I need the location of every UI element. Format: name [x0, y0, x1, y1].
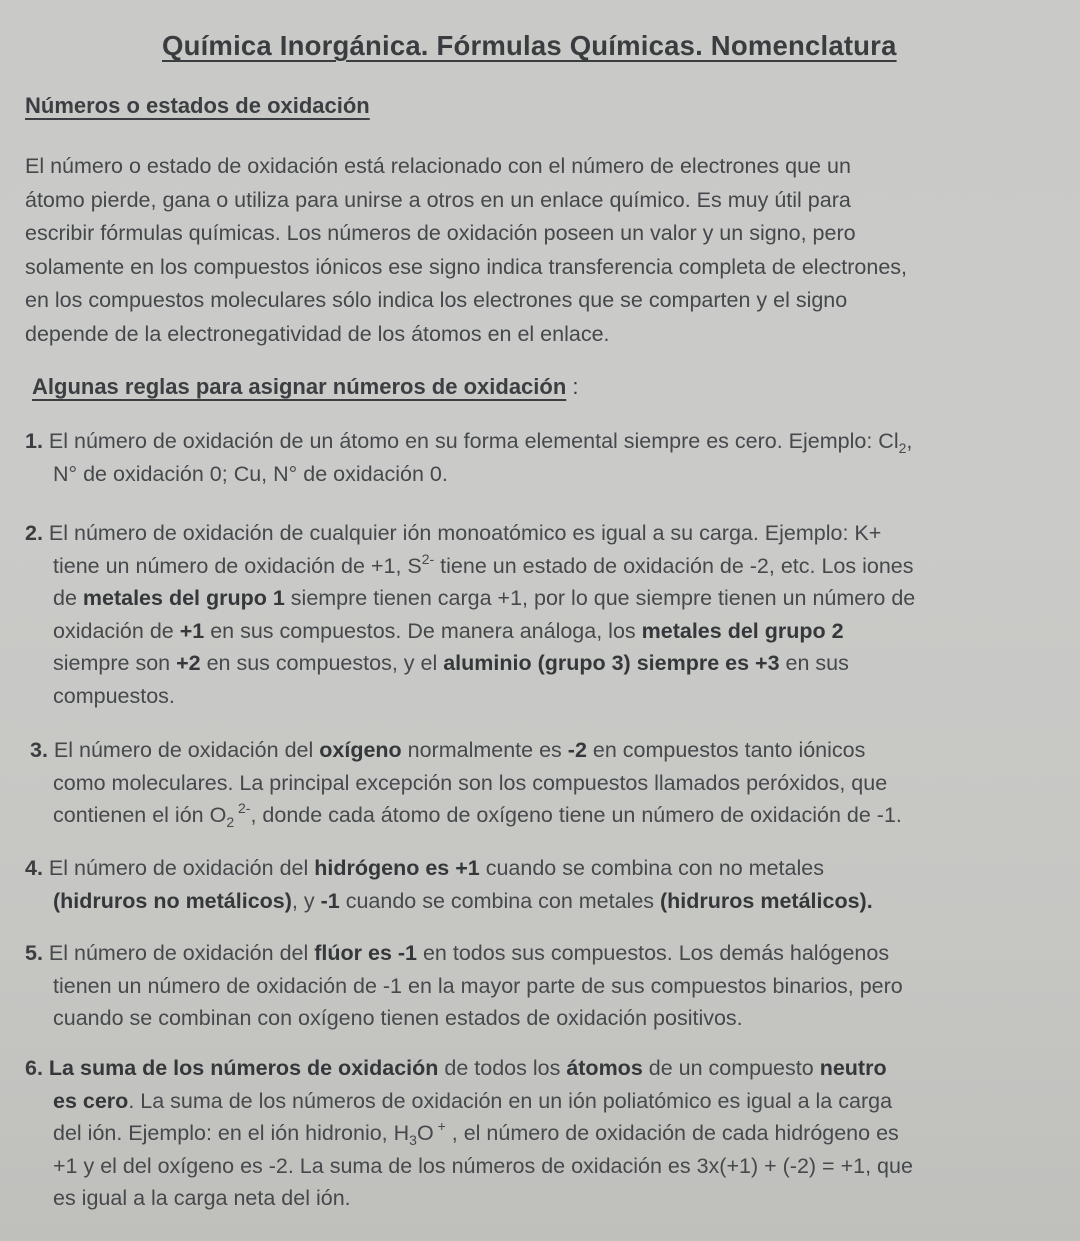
superscript: +: [433, 1118, 446, 1134]
intro-line: El número o estado de oxidación está relacionado con el número de electrones que un: [25, 154, 851, 178]
rule-text: cuando se combina con metales: [339, 888, 661, 913]
rule-text: en sus compuestos, y el: [200, 651, 444, 675]
rule-6: [25, 1052, 913, 1215]
rule-text: de todos los: [438, 1056, 567, 1080]
rule-text: siempre son: [53, 651, 177, 675]
rule-text: del ión. Ejemplo: en el ión hidronio, H: [53, 1121, 410, 1145]
emphasis: hidrógeno es +1: [314, 856, 480, 880]
rule-text: cuando se combina con no metales: [479, 856, 824, 880]
emphasis: La suma de los números de oxidación: [48, 1056, 439, 1080]
emphasis: -1: [320, 888, 340, 913]
rule-text: compuestos.: [53, 683, 175, 708]
rule-number: 2.: [25, 521, 43, 545]
rule-text: de: [53, 586, 83, 610]
rules-heading-colon: :: [566, 374, 579, 399]
subscript: 2: [898, 440, 907, 456]
emphasis: aluminio (grupo 3) siempre es +3: [443, 651, 780, 675]
emphasis: -2: [567, 738, 587, 762]
rule-text: de un compuesto: [642, 1056, 820, 1080]
intro-line: solamente en los compuestos iónicos ese signo indica transferencia completa de electrones,: [25, 254, 907, 279]
emphasis: (hidruros no metálicos): [53, 888, 292, 913]
rule-text: tiene un número de oxidación de +1, S: [53, 553, 422, 578]
rule-text: , el número de oxidación de cada hidrógeno es: [445, 1121, 899, 1145]
rule-1: [25, 425, 912, 490]
rule-text: es igual a la carga neta del ión.: [53, 1186, 351, 1210]
rule-text: normalmente es: [401, 738, 568, 762]
rule-text: en sus compuestos. De manera análoga, los: [204, 618, 642, 643]
rule-number: 4.: [25, 856, 43, 880]
rule-5: [25, 937, 903, 1035]
rule-text: tienen un número de oxidación de -1 en la mayor parte de sus compuestos binarios, pero: [53, 973, 903, 998]
rule-number: 1.: [25, 429, 43, 453]
rule-text: O: [416, 1121, 434, 1145]
intro-line: en los compuestos moleculares sólo indica los electrones que se comparten y el signo: [25, 288, 848, 312]
rule-text: en compuestos tanto iónicos: [586, 738, 866, 762]
rules-heading-text: Algunas reglas para asignar números de oxidación: [32, 374, 567, 399]
rule-number: 3.: [30, 738, 48, 762]
intro-line: átomo pierde, gana o utiliza para unirse a otros en un enlace químico. Es muy útil para: [25, 187, 851, 212]
subscript: 2: [226, 814, 235, 830]
emphasis: +2: [176, 651, 201, 675]
rule-text: El número de oxidación del: [47, 738, 320, 762]
intro-line: depende de la electronegatividad de los átomos en el enlace.: [25, 321, 610, 346]
rule-text: siempre tienen carga +1, por lo que siempre tienen un número de: [284, 586, 916, 610]
emphasis: metales del grupo 1: [82, 586, 285, 610]
intro-line: escribir fórmulas químicas. Los números de oxidación poseen un valor y un signo, pero: [25, 221, 856, 245]
rule-text: N° de oxidación 0; Cu, N° de oxidación 0.: [53, 461, 448, 486]
superscript: 2-: [234, 800, 251, 816]
rules-heading: [32, 374, 579, 400]
emphasis: flúor es -1: [314, 941, 417, 965]
emphasis: +1: [179, 618, 205, 643]
rule-text: como moleculares. La principal excepción son los compuestos llamados peróxidos, que: [53, 770, 888, 795]
emphasis: es cero: [53, 1088, 129, 1113]
rule-text: . La suma de los números de oxidación en un ión poliatómico es igual a la carga: [128, 1088, 893, 1113]
rule-text: en sus: [779, 651, 849, 675]
rule-text: El número de oxidación del: [42, 941, 315, 965]
rule-4: [25, 852, 873, 917]
rule-text: ,: [906, 429, 913, 453]
rule-text: en todos sus compuestos. Los demás halógenos: [417, 941, 890, 965]
rule-number: 6.: [25, 1056, 43, 1080]
rule-text: contienen el ión O: [53, 803, 227, 827]
rule-text: oxidación de: [53, 618, 180, 643]
section-heading-oxidation-states: Números o estados de oxidación: [25, 93, 370, 118]
document-title: Química Inorgánica. Fórmulas Químicas. Nomenclatura: [162, 30, 897, 61]
subscript: 3: [409, 1132, 417, 1148]
emphasis: metales del grupo 2: [641, 618, 844, 643]
intro-paragraph: [25, 150, 1080, 351]
rule-number: 5.: [25, 941, 43, 965]
rule-text: +1 y el del oxígeno es -2. La suma de los números de oxidación es 3x(+1) + (-2) = +1, que: [53, 1153, 913, 1178]
rule-text: , donde cada átomo de oxígeno tiene un número de oxidación de -1.: [250, 803, 902, 827]
rule-3: [30, 734, 902, 832]
emphasis: (hidruros metálicos).: [660, 888, 873, 913]
rule-text: El número de oxidación de cualquier ión monoatómico es igual a su carga. Ejemplo: K+: [42, 521, 882, 545]
rule-text: cuando se combinan con oxígeno tienen estados de oxidación positivos.: [53, 1006, 743, 1030]
rule-text: El número de oxidación del: [42, 856, 315, 880]
superscript: 2-: [421, 550, 435, 567]
rule-2: [25, 517, 915, 712]
rule-text: El número de oxidación de un átomo en su forma elemental siempre es cero. Ejemplo: Cl: [42, 429, 899, 453]
rule-text: , y: [291, 888, 321, 913]
emphasis: átomos: [566, 1056, 643, 1080]
rule-text: tiene un estado de oxidación de -2, etc. Los iones: [434, 553, 914, 578]
emphasis: oxígeno: [319, 738, 402, 762]
emphasis: neutro: [819, 1056, 887, 1080]
